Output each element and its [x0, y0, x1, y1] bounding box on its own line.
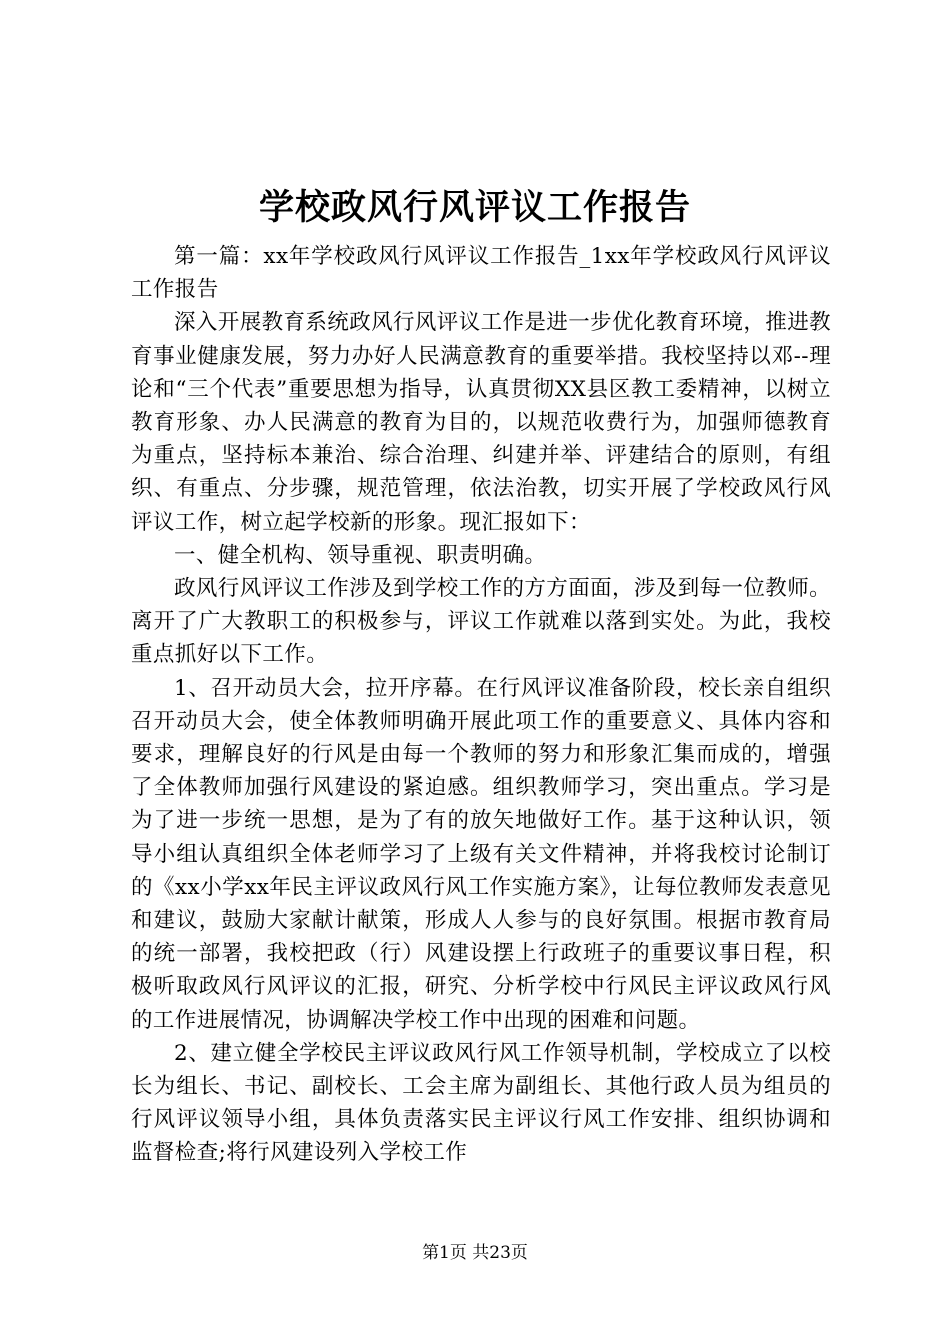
paragraph-item-1: 1、召开动员大会，拉开序幕。在行风评议准备阶段，校长亲自组织召开动员大会，使全体教师明确开展此项工作的重要意义、具体内容和要求，理解良好的行风是由每一个教师的努力和形象汇集而成的，增强了全体教师加强行风建设的紧迫感。组织教师学习，突出重点。学习是为了进一步统一思想，是为了有的放矢地做好工作。基于这种认识，领导小组认真组织全体老师学习了上级有关文件精神，并将我校讨论制订的《xx小学xx年民主评议政风行风工作实施方案》，让每位教师发表意见和建议，鼓励大家献计献策，形成人人参与的良好氛围。根据市教育局的统一部署，我校把政（行）风建设摆上行政班子的重要议事日程，积极听取政风行风评议的汇报，研究、分析学校中行风民主评议政风行风的工作进展情况，协调解决学校工作中出现的困难和问题。: [131, 675, 831, 1033]
document-title: 学校政风行风评议工作报告: [258, 187, 691, 228]
paragraph-scope: 政风行风评议工作涉及到学校工作的方方面面，涉及到每一位教师。离开了广大教职工的积极参与，评议工作就难以落到实处。为此，我校重点抓好以下工作。: [131, 576, 832, 668]
paragraph-item-2: 2、建立健全学校民主评议政风行风工作领导机制，学校成立了以校长为组长、书记、副校长、工会主席为副组长、其他行政人员为组员的行风评议领导小组，具体负责落实民主评议行风工作安排、组织协调和监督检查;将行风建设列入学校工作: [131, 1040, 831, 1166]
page-number-footer: 第1页 共23页: [422, 1243, 528, 1263]
document-body: [131, 240, 831, 1170]
paragraph-heading-article-1: 第一篇：xx年学校政风行风评议工作报告_1xx年学校政风行风评议工作报告: [131, 244, 831, 303]
section-heading-1: 一、健全机构、领导重视、职责明确。: [174, 542, 547, 568]
paragraph-intro: 深入开展教育系统政风行风评议工作是进一步优化教育环境，推进教育事业健康发展，努力办好人民满意教育的重要举措。我校坚持以邓--理论和“三个代表”重要思想为指导，认真贯彻XX县区教工委精神，以树立教育形象、办人民满意的教育为目的，以规范收费行为，加强师德教育为重点，坚持标本兼治、综合治理、纠建并举、评建结合的原则，有组织、有重点、分步骤，规范管理，依法治教，切实开展了学校政风行风评议工作，树立起学校新的形象。现汇报如下：: [131, 310, 832, 535]
